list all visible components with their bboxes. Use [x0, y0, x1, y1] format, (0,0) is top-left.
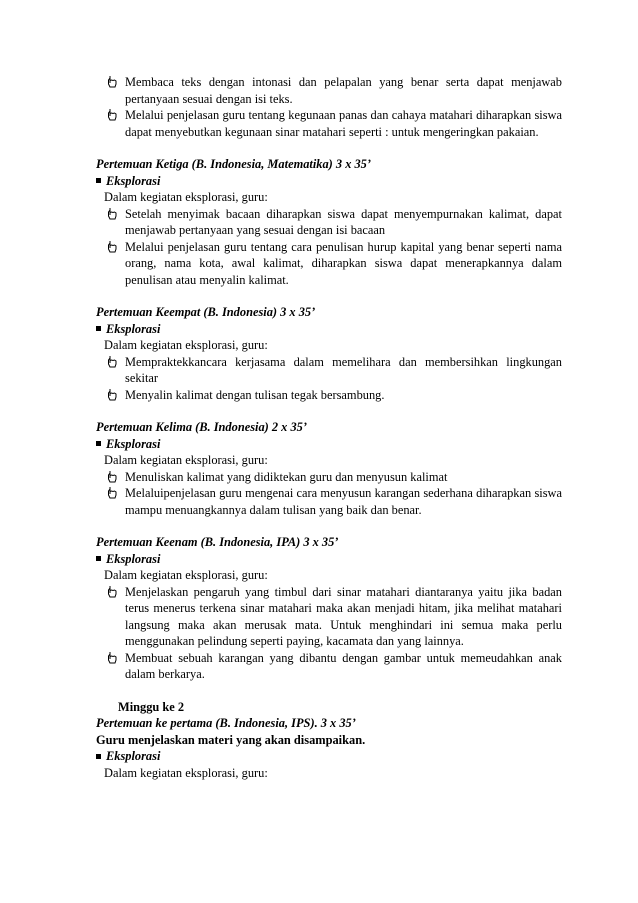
- section-intro: Dalam kegiatan eksplorasi, guru:: [104, 568, 268, 582]
- document-page: [96, 74, 562, 781]
- list-item-text: Membaca teks dengan intonasi dan pelapalan yang benar serta dapat menjawab pertanyaan sesuai dengan isi teks.: [125, 75, 562, 106]
- section-intro: Dalam kegiatan eksplorasi, guru:: [104, 190, 268, 204]
- list-item: [98, 485, 562, 518]
- week-title: Minggu ke 2: [118, 699, 185, 714]
- list-item: [98, 387, 562, 404]
- pointing-hand-icon: [107, 470, 117, 483]
- list-item-text: Melaluipenjelasan guru mengenai cara menyusun karangan sederhana diharapkan siswa mampu menuangkannya dalam tulisan yang baik dan benar.: [125, 486, 562, 517]
- list-item-text: Menjelaskan pengaruh yang timbul dari sinar matahari diantaranya yaitu jika badan terus menerus terkena sinar matahari maka akan menjadi hitam, jika melihat matahari langsung maka akan merusak mata. Untuk menghindari ini semua maka perlu menggunakan pelindung seperti paying, kacamata dan yang lainnya.: [125, 584, 562, 648]
- pointing-hand-icon: [107, 207, 117, 220]
- section-label: Eksplorasi: [96, 551, 562, 568]
- section-heading: Pertemuan Keempat (B. Indonesia) 3 x 35’: [96, 305, 316, 319]
- list-item-text: Menyalin kalimat dengan tulisan tegak bersambung.: [125, 387, 385, 402]
- section-intro: Dalam kegiatan eksplorasi, guru:: [104, 338, 268, 352]
- square-bullet-icon: [96, 556, 101, 561]
- section-heading: Pertemuan Ketiga (B. Indonesia, Matematika) 3 x 35’: [96, 157, 372, 171]
- section-label: Eksplorasi: [96, 748, 562, 765]
- section-heading: Pertemuan ke pertama (B. Indonesia, IPS). 3 x 35’: [96, 716, 356, 730]
- list-item-text: Setelah menyimak bacaan diharapkan siswa dapat menyempurnakan kalimat, dapat menjawab pertanyaan yang sesuai dengan isi bacaan: [125, 206, 562, 237]
- section-label: Eksplorasi: [96, 173, 562, 190]
- pointing-hand-icon: [107, 651, 117, 664]
- section-heading: Pertemuan Kelima (B. Indonesia) 2 x 35’: [96, 420, 307, 434]
- section-note: Guru menjelaskan materi yang akan disampaikan.: [96, 732, 366, 747]
- list-item: [98, 469, 562, 486]
- square-bullet-icon: [96, 441, 101, 446]
- square-bullet-icon: [96, 754, 101, 759]
- section-label: Eksplorasi: [96, 321, 562, 338]
- pointing-hand-icon: [107, 108, 117, 121]
- list-item: [98, 206, 562, 239]
- list-item-text: Melalui penjelasan guru tentang kegunaan panas dan cahaya matahari diharapkan siswa dapat menyebutkan kegunaan sinar matahari seperti : untuk mengeringkan pakaian.: [125, 108, 562, 139]
- list-item-text: Menuliskan kalimat yang didiktekan guru dan menyusun kalimat: [125, 469, 448, 484]
- list-item-text: Membuat sebuah karangan yang dibantu dengan gambar untuk memeudahkan anak dalam berkarya.: [125, 650, 562, 681]
- pointing-hand-icon: [107, 486, 117, 499]
- section-intro: Dalam kegiatan eksplorasi, guru:: [104, 453, 268, 467]
- list-item-text: Melalui penjelasan guru tentang cara penulisan hurup kapital yang benar seperti nama orang, nama kota, awal kalimat, diharapkan siswa dapat menerapkannya dalam penulisan atau menyalin kalimat.: [125, 239, 562, 287]
- list-item: [98, 354, 562, 387]
- pointing-hand-icon: [107, 240, 117, 253]
- pointing-hand-icon: [107, 585, 117, 598]
- square-bullet-icon: [96, 326, 101, 331]
- list-item: [98, 107, 562, 140]
- pointing-hand-icon: [107, 355, 117, 368]
- pointing-hand-icon: [107, 75, 117, 88]
- section-heading: Pertemuan Keenam (B. Indonesia, IPA) 3 x 35’: [96, 535, 339, 549]
- section-label: Eksplorasi: [96, 436, 562, 453]
- list-item-text: Mempraktekkancara kerjasama dalam memelihara dan membersihkan lingkungan sekitar: [125, 354, 562, 385]
- section-intro: Dalam kegiatan eksplorasi, guru:: [104, 765, 268, 780]
- list-item: [98, 584, 562, 650]
- square-bullet-icon: [96, 178, 101, 183]
- list-item: [98, 650, 562, 683]
- list-item: [98, 239, 562, 289]
- pointing-hand-icon: [107, 388, 117, 401]
- list-item: [98, 74, 562, 107]
